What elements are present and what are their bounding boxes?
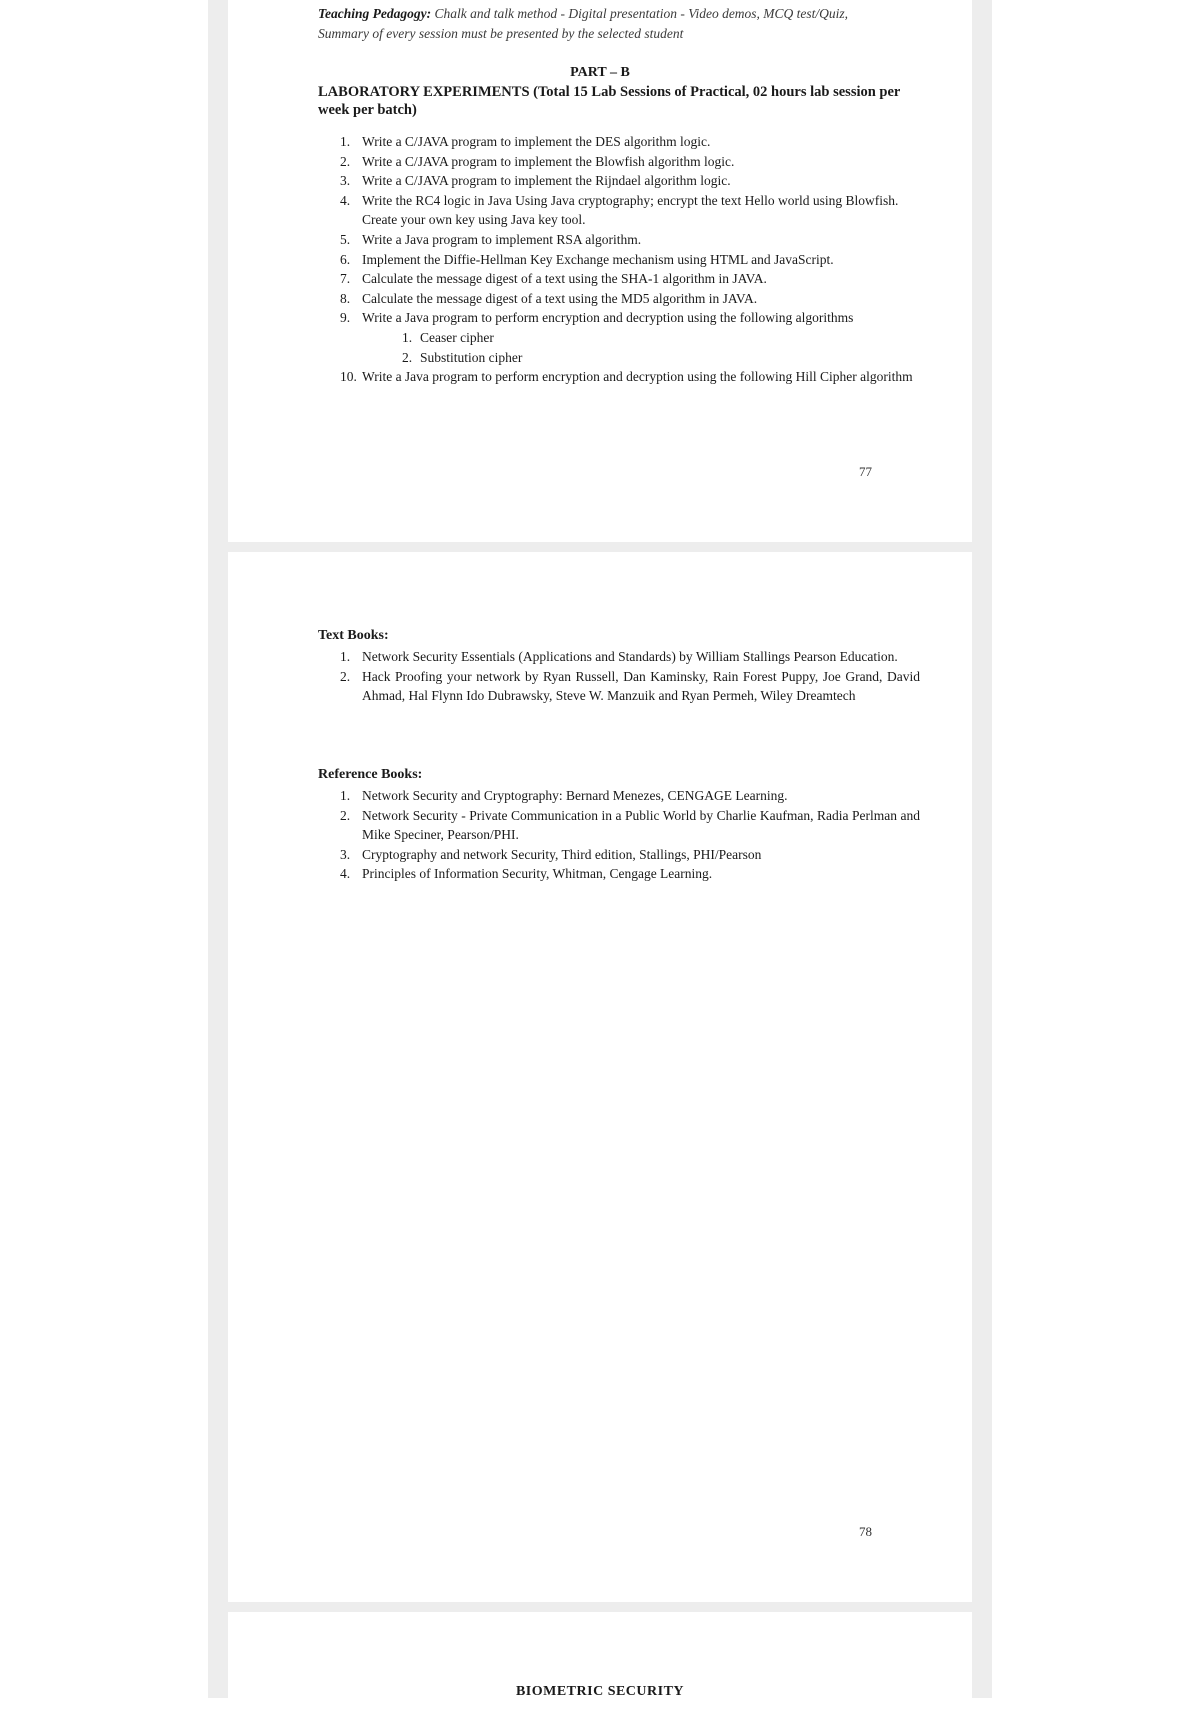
- item-text: Network Security - Private Communication in a Public World by Charlie Kaufman, Radia Perlman and Mike Speciner, Pearson/PHI.: [362, 807, 920, 843]
- list-item: [340, 367, 920, 387]
- text-books-heading: Text Books:: [318, 628, 389, 643]
- pedagogy-label: Teaching Pedagogy:: [318, 6, 432, 21]
- item-number: 4.: [340, 192, 351, 208]
- list-item: [340, 289, 920, 309]
- teaching-pedagogy: [318, 4, 920, 44]
- list-item: [402, 348, 920, 368]
- item-text: Write a Java program to perform encryption and decryption using the following algorithms: [362, 310, 854, 326]
- item-number: 1.: [340, 134, 351, 149]
- list-item: [340, 191, 920, 230]
- list-item: [340, 308, 920, 367]
- reference-books-list: [340, 786, 920, 884]
- item-text: Write a Java program to perform encryption and decryption using the following Hill Cipher algorithm: [362, 369, 913, 385]
- item-number: 7.: [340, 271, 351, 287]
- text-books-list: [340, 647, 920, 706]
- section-title: BIOMETRIC SECURITY: [515, 1684, 685, 1699]
- list-item: [340, 667, 920, 706]
- item-number: 1.: [402, 329, 413, 345]
- item-text: Ceaser cipher: [420, 329, 494, 345]
- item-number: 2.: [340, 668, 351, 684]
- list-item: [340, 132, 920, 152]
- item-number: 9.: [340, 310, 351, 326]
- item-text: Write a C/JAVA program to implement the DES algorithm logic.: [362, 134, 711, 149]
- item-text: Calculate the message digest of a text using the SHA-1 algorithm in JAVA.: [362, 271, 767, 287]
- item-text: Implement the Diffie-Hellman Key Exchange mechanism using HTML and JavaScript.: [362, 251, 834, 267]
- list-item: [340, 806, 920, 845]
- list-item: [340, 152, 920, 172]
- item-number: 2.: [340, 807, 351, 823]
- document-page-79: [228, 1612, 972, 1712]
- item-number: 3.: [340, 846, 351, 862]
- item-text: Principles of Information Security, Whitman, Cengage Learning.: [362, 866, 713, 882]
- item-number: 4.: [340, 866, 351, 882]
- part-b-heading: PART – B: [570, 65, 630, 80]
- item-number: 10.: [340, 369, 357, 385]
- lab-experiments-heading: LABORATORY EXPERIMENTS (Total 15 Lab Sessions of Practical, 02 hours lab session per week per batch): [318, 84, 901, 118]
- item-text: Network Security and Cryptography: Bernard Menezes, CENGAGE Learning.: [362, 788, 788, 803]
- list-item: [402, 328, 920, 348]
- document-page-77: [228, 0, 972, 542]
- pedagogy-line-2: Summary of every session must be presented by the selected student: [318, 26, 684, 41]
- item-number: 2.: [402, 349, 413, 365]
- item-text: Write a Java program to implement RSA algorithm.: [362, 231, 642, 247]
- pedagogy-text: Chalk and talk method - Digital presentation - Video demos, MCQ test/Quiz,: [434, 6, 849, 21]
- experiment-9-sublist: [362, 328, 920, 367]
- list-item: [340, 647, 920, 667]
- list-item: [340, 250, 920, 270]
- item-number: 3.: [340, 173, 351, 189]
- list-item: [340, 845, 920, 865]
- item-number: 8.: [340, 290, 351, 306]
- list-item: [340, 864, 920, 884]
- item-text: Hack Proofing your network by Ryan Russell, Dan Kaminsky, Rain Forest Puppy, Joe Grand, David Ahmad, Hal Flynn Ido Dubrawsky, Steve W. Manzuik and Ryan Permeh, Wiley Dreamtech: [362, 668, 920, 704]
- list-item: [340, 171, 920, 191]
- item-text: Write the RC4 logic in Java Using Java cryptography; encrypt the text Hello world using Blowfish. Create your own key using Java key tool.: [362, 192, 899, 228]
- item-text: Substitution cipher: [420, 349, 523, 365]
- item-number: 5.: [340, 231, 351, 247]
- document-page-78: [228, 552, 972, 1602]
- page-number: 78: [859, 1524, 872, 1539]
- item-number: 1.: [340, 649, 351, 664]
- experiment-list: [340, 132, 920, 387]
- item-number: 6.: [340, 251, 351, 267]
- page-number: 77: [859, 464, 872, 479]
- item-text: Write a C/JAVA program to implement the Blowfish algorithm logic.: [362, 153, 735, 169]
- item-text: Calculate the message digest of a text using the MD5 algorithm in JAVA.: [362, 290, 758, 306]
- list-item: [340, 230, 920, 250]
- item-text: Cryptography and network Security, Third edition, Stallings, PHI/Pearson: [362, 846, 762, 862]
- item-text: Write a C/JAVA program to implement the Rijndael algorithm logic.: [362, 173, 731, 189]
- list-item: [340, 269, 920, 289]
- item-number: 1.: [340, 788, 351, 803]
- item-number: 2.: [340, 153, 351, 169]
- item-text: Network Security Essentials (Applications and Standards) by William Stallings Pearson Education.: [362, 649, 898, 664]
- reference-books-heading: Reference Books:: [318, 767, 423, 782]
- list-item: [340, 786, 920, 806]
